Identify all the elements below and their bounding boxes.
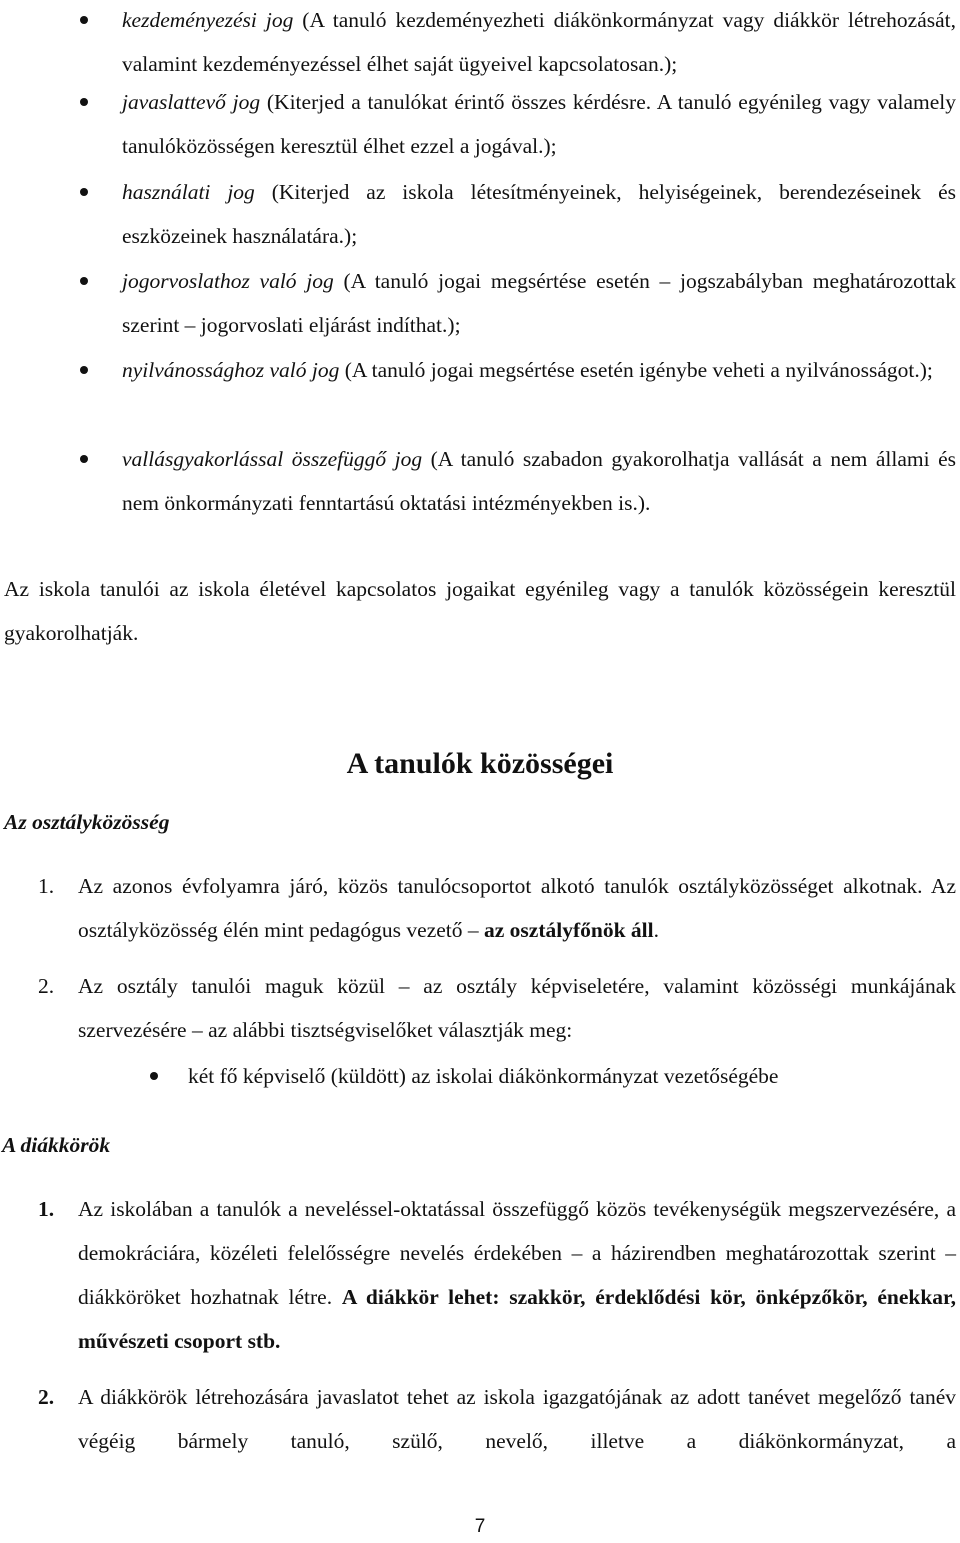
bullet-term: használati jog — [122, 180, 255, 204]
bullet-term: nyilvánossághoz való jog — [122, 358, 340, 382]
bullet-icon — [150, 1072, 158, 1080]
class-item-1 — [38, 864, 956, 952]
class-item-1-end: . — [653, 918, 659, 942]
bullet-text: (A tanuló szabadon gyakorolhatja vallását a nem állami és nem önkormányzati fenntartású oktatási intézményekben is.). — [122, 447, 956, 515]
bullet-term: vallásgyakorlással összefüggő jog — [122, 447, 423, 471]
bullet-icon — [80, 366, 88, 374]
club-item-1 — [38, 1187, 956, 1363]
class-item-1-text: Az azonos évfolyamra járó, közös tanulócsoportot alkotó tanulók osztályközösséget alkotnak. Az osztályközösség élén mint pedagógus vezető – — [78, 874, 956, 942]
bullet-term: javaslattevő jog — [122, 90, 261, 114]
bullet-text: (Kiterjed a tanulókat érintő összes kérdésre. A tanuló egyénileg vagy valamely tanulóközösségen keresztül élhet ezzel a jogával.); — [122, 90, 956, 158]
bullet-icon — [80, 455, 88, 463]
list-number: 1. — [38, 874, 55, 898]
class-item-2 — [38, 964, 956, 1052]
bullet-item-6 — [122, 437, 956, 525]
bullet-text: (A tanuló kezdeményezheti diákönkormányzat vagy diákkör létrehozását, valamint kezdeményezéssel élhet saját ügyeivel kapcsolatosan.); — [122, 8, 957, 76]
class-item-2-bullet-text: két fő képviselő (küldött) az iskolai diákönkormányzat vezetőségébe — [188, 1064, 779, 1088]
class-item-2-bullet — [188, 1054, 956, 1098]
bullet-text: (Kiterjed az iskola létesítményeinek, helyiségeinek, berendezéseinek és eszközeinek használatára.); — [122, 180, 956, 248]
section-title: A tanulók közösségei — [346, 747, 614, 780]
bullet-icon — [80, 98, 88, 106]
class-item-2-text: Az osztály tanulói maguk közül – az osztály képviseletére, valamint közösségi munkájának szervezésére – az alábbi tisztségviselőket választják meg: — [78, 974, 956, 1042]
bullet-item-4 — [122, 259, 956, 347]
club-section-heading: A diákkörök — [2, 1133, 111, 1157]
intro-paragraph: Az iskola tanulói az iskola életével kapcsolatos jogaikat egyénileg vagy a tanulók közösségein keresztül gyakorolhatják. — [4, 577, 956, 645]
class-item-1-bold: az osztályfőnök áll — [484, 918, 654, 942]
bullet-item-1 — [122, 0, 956, 86]
club-item-2-text: A diákkörök létrehozására javaslatot tehet az iskola igazgatójának az adott tanévet megelőző tanév végéig bármely tanuló, szülő, nevelő, illetve a diákönkormányzat, a — [78, 1385, 956, 1453]
bullet-term: jogorvoslathoz való jog — [122, 269, 334, 293]
club-item-2 — [38, 1375, 956, 1463]
list-number: 1. — [38, 1197, 55, 1221]
club-item-1-bold: A diákkör lehet: szakkör, érdeklődési kör, önképzőkör, énekkar, művészeti csoport stb. — [78, 1285, 956, 1353]
club-item-1-text: Az iskolában a tanulók a neveléssel-oktatással összefüggő közös tevékenységük megszervezésére, a demokráciára, közéleti felelősségre nevelés érdekében – a házirendben meghatározottak szerint – diákköröket hozhatnak létre. — [78, 1197, 956, 1309]
class-section-heading: Az osztályközösség — [4, 810, 170, 834]
list-number: 2. — [38, 974, 55, 998]
bullet-item-3 — [122, 170, 956, 258]
bullet-icon — [80, 277, 88, 285]
bullet-item-5 — [122, 348, 956, 392]
page-number: 7 — [474, 1516, 486, 1537]
bullet-term: kezdeményezési jog — [122, 8, 294, 32]
bullet-text: (A tanuló jogai megsértése esetén igénybe veheti a nyilvánosságot.); — [339, 358, 933, 382]
bullet-icon — [80, 188, 88, 196]
bullet-text: (A tanuló jogai megsértése esetén – jogszabályban meghatározottak szerint – jogorvoslati eljárást indíthat.); — [122, 269, 956, 337]
bullet-icon — [80, 16, 88, 24]
list-number: 2. — [38, 1385, 55, 1409]
bullet-item-2 — [122, 80, 956, 168]
